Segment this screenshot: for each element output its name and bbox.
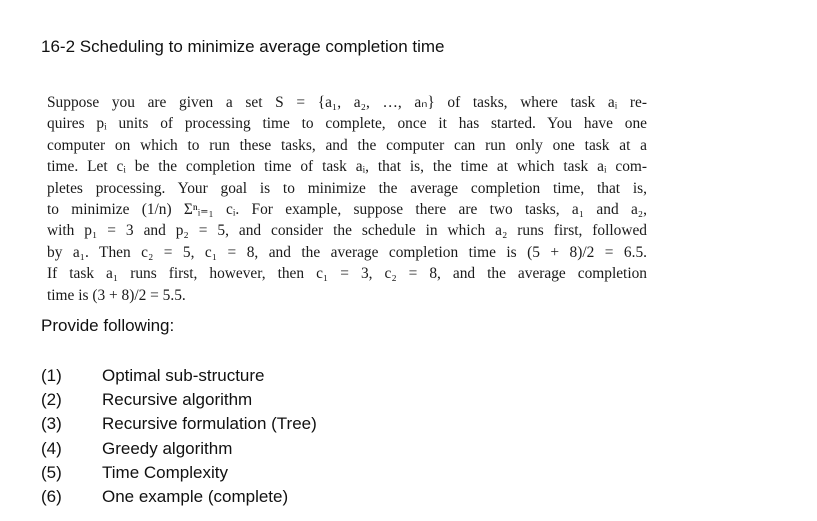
requirement-text: Optimal sub-structure <box>102 366 265 385</box>
problem-line: with p₁ = 3 and p₂ = 5, and consider the schedule in which a₂ runs first, followed <box>47 222 647 240</box>
requirement-number: (2) <box>41 390 62 410</box>
problem-line: If task a₁ runs first, however, then c₁ = 3, c₂ = 8, and the average completion <box>47 265 647 283</box>
requirement-item <box>41 364 317 388</box>
requirement-text: Recursive formulation (Tree) <box>102 414 317 434</box>
provide-prompt: Provide following: <box>41 316 175 335</box>
requirement-item <box>41 437 317 461</box>
requirement-item <box>41 388 317 412</box>
requirement-text: Greedy algorithm <box>102 438 233 458</box>
requirement-item <box>41 485 317 509</box>
requirement-number: (4) <box>41 438 62 458</box>
requirement-text: One example (complete) <box>102 487 289 507</box>
requirement-text: Recursive algorithm <box>102 390 253 410</box>
requirement-item <box>41 461 317 485</box>
requirement-item <box>41 412 317 436</box>
problem-line: computer on which to run these tasks, and the computer can run only one task at a <box>47 136 647 154</box>
problem-statement <box>47 92 647 306</box>
problem-line: by a₁. Then c₂ = 5, c₁ = 8, and the average completion time is (5 + 8)/2 = 6.5. <box>47 243 647 261</box>
problem-line: pletes processing. Your goal is to minimize the average completion time, that is, <box>47 179 647 197</box>
problem-line: time is (3 + 8)/2 = 5.5. <box>47 286 186 304</box>
requirement-number: (1) <box>41 366 62 385</box>
requirements-list <box>41 364 317 509</box>
requirement-text: Time Complexity <box>102 462 228 482</box>
requirement-number: (3) <box>41 414 62 434</box>
problem-line: to minimize (1/n) Σⁿᵢ₌₁ cᵢ. For example, suppose there are two tasks, a₁ and a₂, <box>47 201 647 219</box>
problem-line: Suppose you are given a set S = {a₁, a₂, …, aₙ} of tasks, where task aᵢ re- <box>47 94 647 111</box>
problem-line: quires pᵢ units of processing time to complete, once it has started. You have one <box>47 115 647 133</box>
problem-heading: 16-2 Scheduling to minimize average completion time <box>41 37 445 56</box>
requirement-number: (5) <box>41 462 62 482</box>
problem-line: time. Let cᵢ be the completion time of task aᵢ, that is, the time at which task aᵢ com- <box>47 158 647 176</box>
requirement-number: (6) <box>41 487 62 507</box>
